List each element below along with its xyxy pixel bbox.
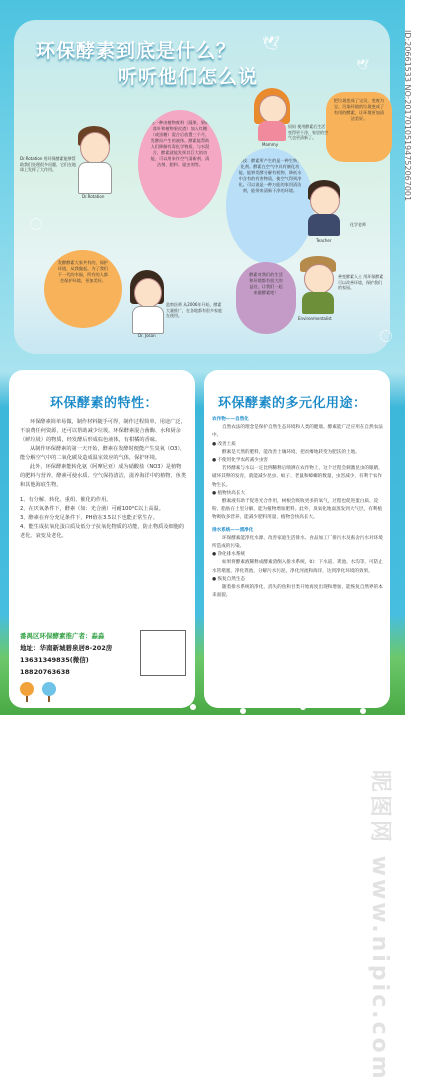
uses-item: ● 改善土质 (212, 441, 236, 447)
uses-item: ● 植物快高长大 (212, 490, 246, 496)
flower-icon (360, 708, 366, 714)
tree-icon (20, 682, 34, 696)
uses-title: 环保酵素的多元化用途： (218, 396, 367, 411)
properties-text (20, 418, 186, 541)
qr-code-placeholder (140, 630, 186, 676)
properties-list-item: 3、酵素在弃分充足条件下，PH值在3.5以下也能正常生存。 (20, 515, 158, 521)
speech-bubble-orange-bottom (44, 250, 122, 328)
speech-bubble-orange-top (326, 92, 392, 162)
side-note-teacher: 化学老师 (350, 222, 366, 227)
tree-trunk (48, 696, 50, 702)
side-note-environmentalist: 善变酵素人士 用环保酵素可以改善环境，保护我们的家园。 (338, 274, 384, 290)
side-note-dr-rotation: Dr.Rotation 用环保酵素能够帮助我们处理很多问题，它们在地球上发挥了大作用。 (20, 156, 76, 172)
bubble-text: 这一种由植物废料（蔬果、果树落叶和植物果皮渣）加入红糖（或黑糖）混合后放置三个月，发酵而产生的液体。酵素能帮助人们降解有毒化学物质，与水混合，酵素就能发挥其巨大的功能，可以用来作空气清新剂、清洁剂、肥料、驱虫剂等。 (150, 120, 210, 167)
uses-item: ● 恢复自然生态 (212, 576, 246, 582)
properties-paragraph-2: 从制作环保酵素的第一天开始，酵素在发酵时便能产生臭氧（O3），能分解空气中的二氧化碳及造成温室效应的气体，保护环境。 (20, 446, 186, 461)
properties-paragraph-1: 环保酵素简单易做，制作材料随手可得，制作过程简单，用途广泛，不浪费任何资源，还可以帮助减少垃圾。环保酵素混合菌酶、水和厨余（鲜垃圾）的物质，经发酵后形成棕色液体，有柑橘的香味。 (20, 419, 186, 443)
promoter-name: 番禺区环保酵素推广者：淼淼 (20, 632, 105, 640)
properties-paragraph-3: 此外，环保酵素能转化氨（阿摩尼亚）成为硝酸盐（NO3）是植物的肥料与营养，酵素可使水质、空气保持清洁，滋养海洋中的植物、鱼类和其他海底生物。 (20, 464, 187, 488)
side-note-mommy: 妈妈 使用酵素后生活变得更干净，家里的空气也更清新了。 (288, 124, 328, 140)
tree-icon (42, 682, 56, 696)
bubble-text: 把垃圾变成了宝贝，变废为宝。污染环境的垃圾变成了有用的酵素，让环境更加清洁美好。 (333, 98, 385, 121)
uses-item: ● 净化排水系统 (212, 552, 246, 558)
flower-icon (300, 704, 306, 710)
side-note-dr-josan: 监察医师 从2006年开始，酵素大量推广，在各地都有很多家庭在使用。 (166, 302, 222, 318)
properties-list-item: 1、有分解、转化、重组、催化的作用。 (20, 497, 112, 503)
uses-text (212, 416, 384, 600)
character-label: Teacher (316, 238, 332, 243)
character-label: Dr. Josan (138, 333, 156, 338)
speech-bubble-pink (138, 110, 222, 218)
flower-icon (190, 704, 196, 710)
bird-icon: 🕊 (262, 36, 280, 52)
contact-address: 地址：华南新城碧泉居8-202房 (20, 644, 113, 652)
tree-trunk (26, 696, 28, 702)
bubble-text: 科技：酵素所产生的是一种生物催化剂。酵素在空气中具有催化功能，能够发酵分解有机物，降低水中含有的有害物质，使空气得到净化。可以说是一种万能的家用清洁剂，能带来清新干净的环境。 (238, 158, 302, 193)
properties-list-item: 2、在厌氧条件下，酵素（如：光合菌）可耐100°C以上高温。 (20, 506, 164, 512)
uses-item-text: 若将酵素与水以一定比例稀释后喷洒在农作物上，这个过程会刺激昆虫的眼睛，破坏其卵的发育，就能减少昆虫、蚊子、老鼠和蟑螂的数量，虫害减少，有利于农作物生长。 (212, 466, 383, 488)
speech-bubble-purple (236, 262, 296, 334)
uses-item-text: 如果将酵素液稀释成酵素渣倒入排水系统，如：下水道、粪池、水沟等，可防止水管堵塞，净化粪池，分解污水污泥，净化河流和海洋，达到净化环境的效果。 (212, 560, 383, 574)
uses-item-text: 酵素液有助于促进光合作用，树根会吸收更多的氧气，过程也促进蛋白质、淀粉、脂肪在土里分解，能为植物增加肥料。此外，臭氧化地面蒸发到大气层，有利植物吸收多营养，能减少肥料用量，植物会快高长大。 (212, 499, 382, 521)
contact-info (20, 630, 112, 678)
uses-subheading-farm: 农作物——自然化 (212, 417, 249, 422)
main-title-line1: 环保酵素到底是什么？ (36, 40, 237, 62)
dandelion-icon (380, 330, 392, 342)
character-label: Mommy (262, 142, 279, 147)
speech-bubble-blue (226, 148, 314, 264)
dandelion-icon (30, 218, 42, 230)
bird-icon: 🕊 (356, 60, 369, 71)
bubble-text: 发酵酵素大家共有的，保护环境，从我做起。为了我们下一代的幸福，所有的人都会保护环境，更加美好。 (57, 260, 109, 283)
character-label: Dr.Rotation (82, 194, 105, 199)
contact-phone-2: 18820763638 (20, 668, 70, 676)
flower-icon (240, 708, 246, 714)
uses-item-text: 酵素是天然的肥料，能改善土壤环境，把贫瘠地转变为肥沃的土地。 (222, 449, 360, 455)
site-watermark: 昵图网 www.nipic.com (367, 770, 392, 1082)
uses-subheading-drain: 排水系统——清净化 (212, 527, 254, 533)
uses-drain-intro: 环保酵素能净化水源，改善家庭生活排水、食品加工厂排污水及畜舍污水对环境所造成的污染。 (212, 535, 383, 550)
image-id-watermark: ID:20661533 NO:20170105194752067001 (403, 30, 412, 202)
bubble-text: 酵素对我们的生活和环境都有很大的益处，让我们一起来做酵素吧！ (249, 272, 283, 295)
uses-farm-intro: 自然农法的理念是保护自然生态环境和人类的健康。酵素能广泛应用在自然农法中。 (212, 425, 383, 439)
properties-title: 环保酵素的特性： (50, 396, 159, 411)
properties-list-item: 4、能生成抗氧化蛋白质及低分子抗氧化物质的功能，防止物质及细胞的老化、衰变及老化。 (20, 524, 185, 539)
uses-item-text: 随着排水系统的净化，消失的鱼和甘类开始再度出现和增加，能恢复自然界的本来面貌。 (212, 585, 383, 599)
uses-item: ● 不使用化学农药减少虫害 (212, 458, 269, 464)
main-title-line2: 听听他们怎么说 (118, 66, 259, 88)
character-label: Environmentalist (298, 316, 332, 321)
contact-phone-1: 13631349835(微信) (20, 656, 89, 664)
